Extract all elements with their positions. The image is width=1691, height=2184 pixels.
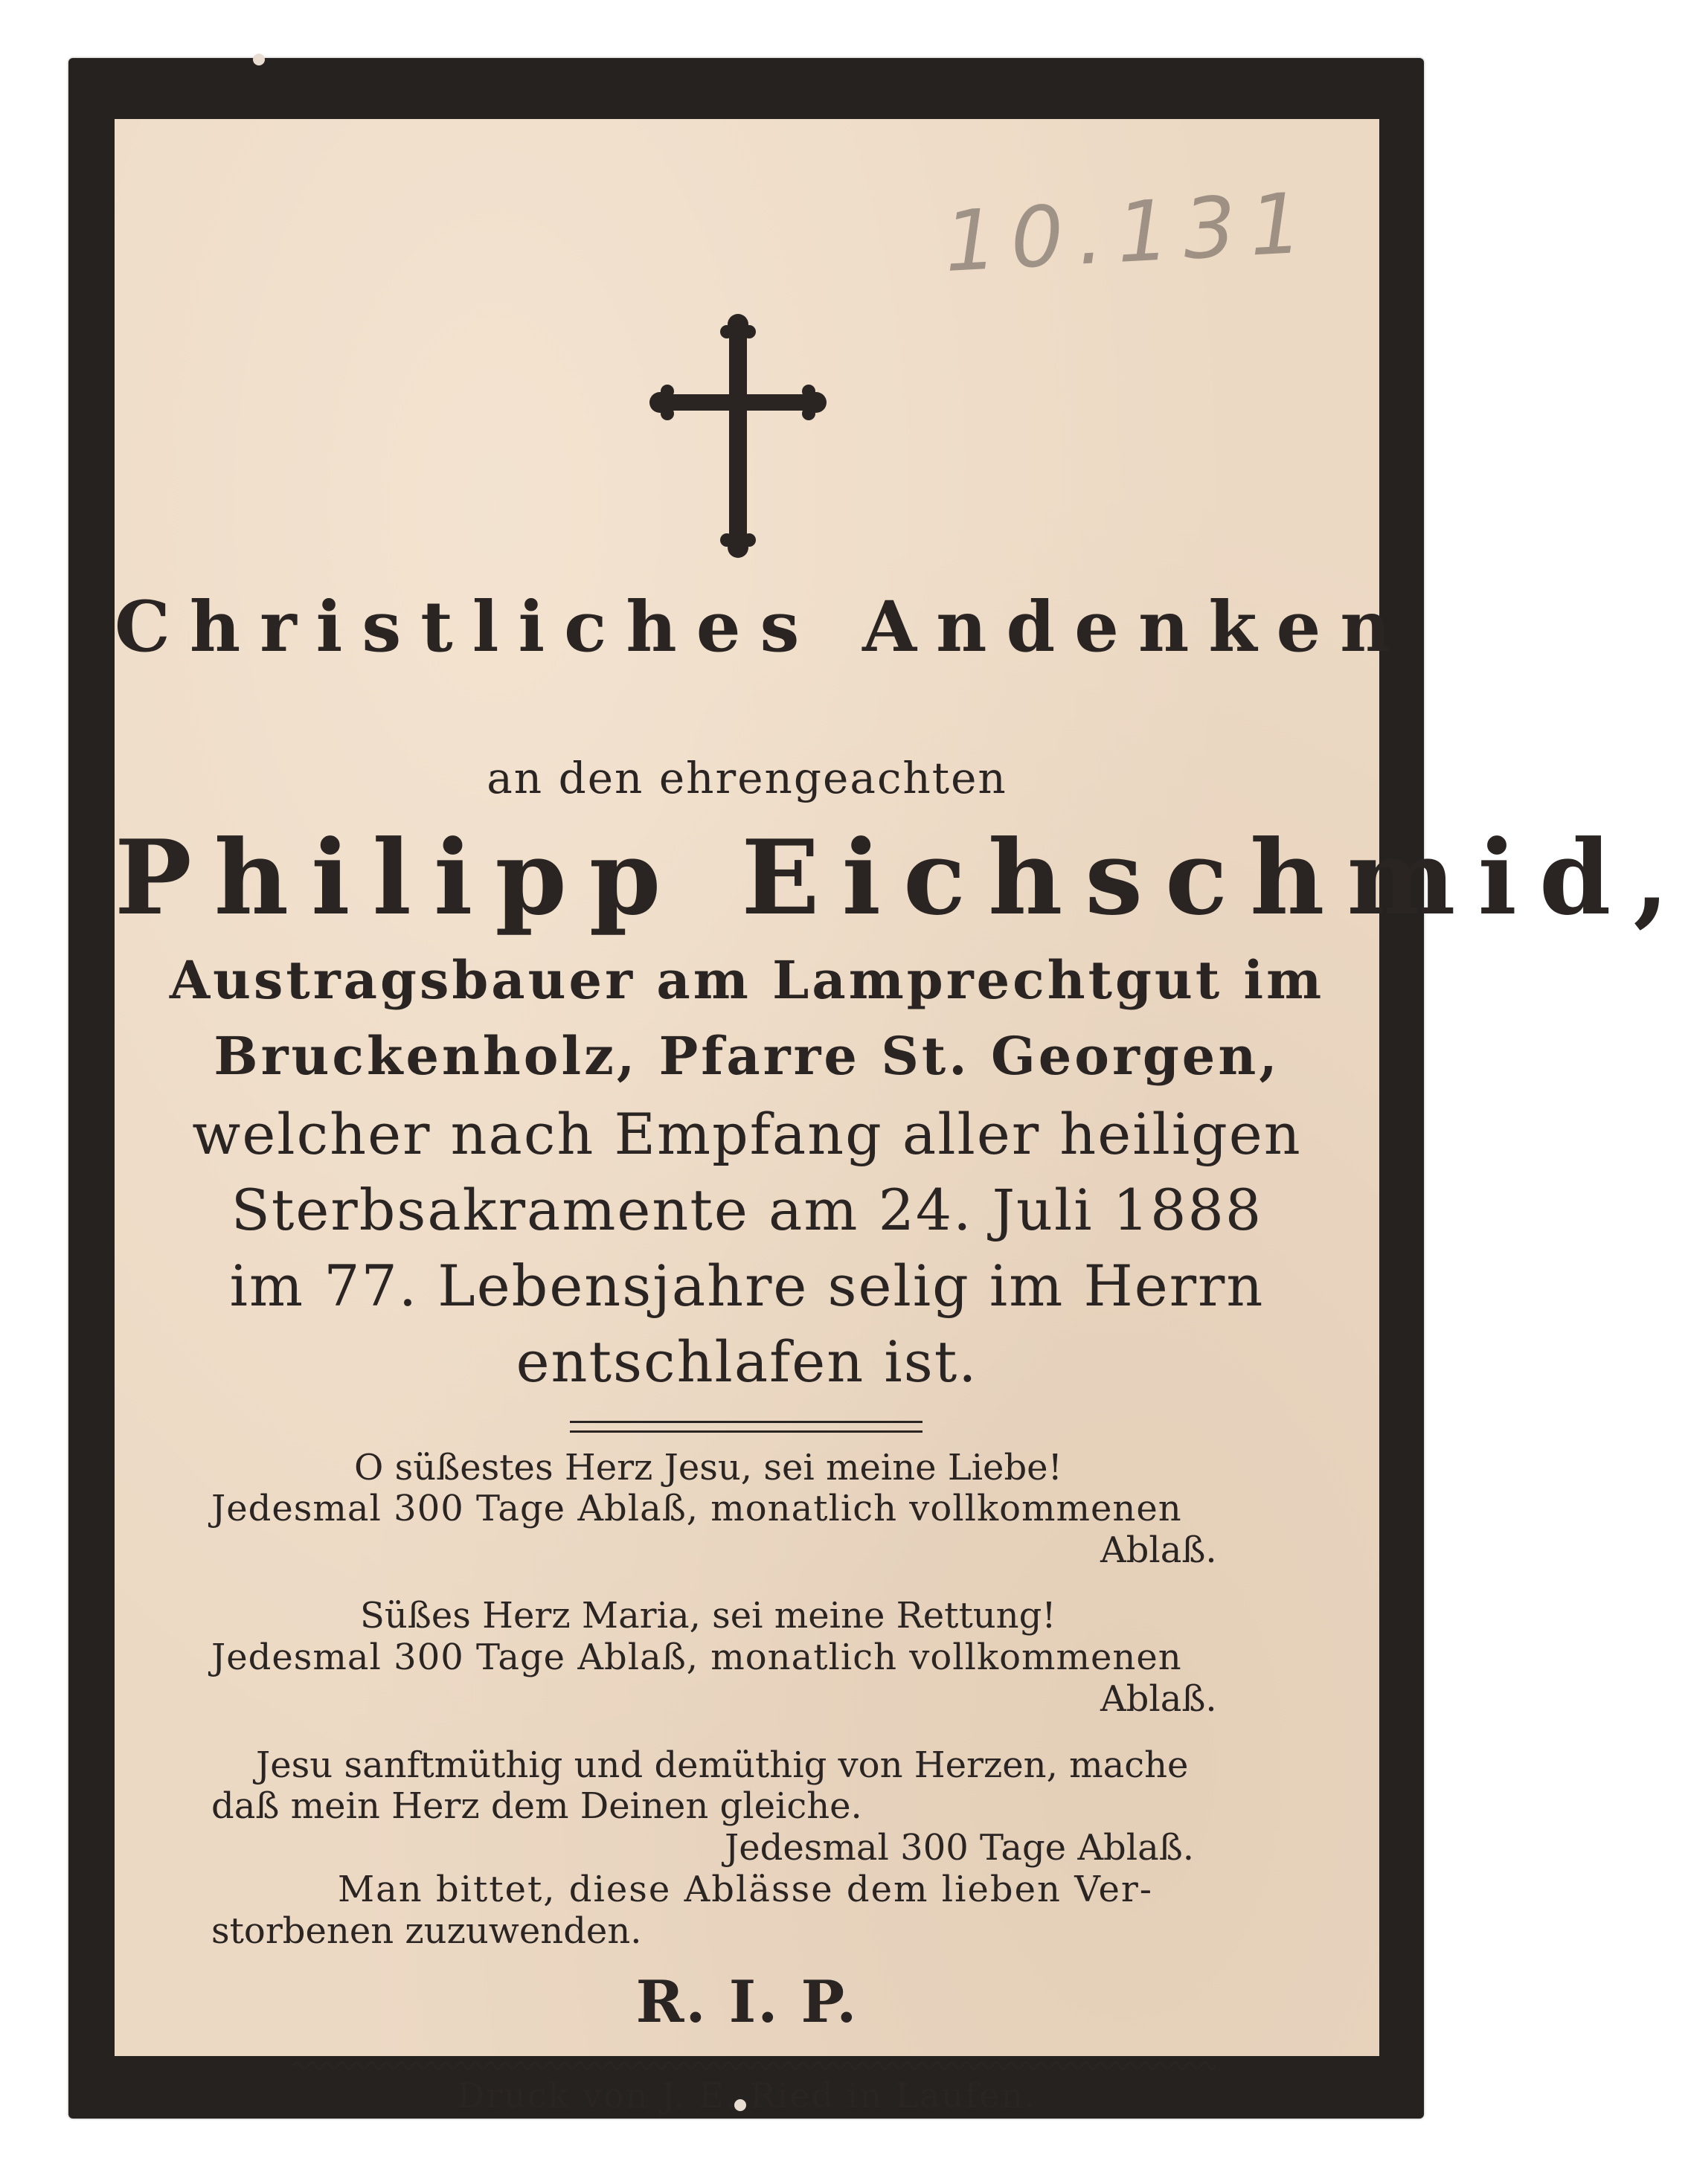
card-paper [115, 119, 1691, 2116]
prayer-invocation: daß mein Herz dem Deinen gleiche. [211, 1785, 862, 1827]
prayer-invocation: Süßes Herz Maria, sei meine Rettung! [360, 1595, 1056, 1637]
paper-hole [253, 54, 265, 65]
request-text: storbenen zuzuwenden. [211, 1910, 642, 1952]
memorial-card [68, 58, 1691, 2119]
prayer-invocation: O süßestes Herz Jesu, sei meine Liebe! [354, 1447, 1062, 1488]
cross-icon [652, 314, 824, 559]
request-text: Man bittet, diese Ablässe dem lieben Ver- [338, 1869, 1154, 1910]
handwritten-number: 10.131 [941, 175, 1318, 291]
death-text-line: Sterbsakramente am 24. Juli 1888 [231, 1177, 1263, 1243]
prayer-invocation: Jesu sanftmüthig und demüthig von Herzen, mache [256, 1744, 1189, 1786]
death-text-line: entschlafen ist. [516, 1329, 978, 1395]
card-title: Christliches Andenken [115, 586, 1411, 668]
occupation-line: Bruckenholz, Pfarre St. Georgen, [214, 1025, 1280, 1087]
prayer-indulgence: Ablaß. [1100, 1678, 1217, 1720]
double-rule-divider [570, 1421, 922, 1433]
prayer-indulgence: Jedesmal 300 Tage Ablaß, monatlich vollkommenen [211, 1637, 1182, 1678]
occupation-line: Austragsbauer am Lamprechtgut im [169, 949, 1325, 1011]
prayer-indulgence: Jedesmal 300 Tage Ablaß. [725, 1827, 1195, 1869]
printer-imprint: Druck von J. E. Ried in Laufen. [457, 2075, 1037, 2116]
prayer-indulgence: Ablaß. [1100, 1529, 1217, 1571]
death-text-line: im 77. Lebensjahre selig im Herrn [229, 1253, 1265, 1319]
deceased-name: Philipp Eichschmid, [115, 817, 1691, 938]
rip-closing: R. I. P. [635, 1968, 859, 2036]
prayer-indulgence: Jedesmal 300 Tage Ablaß, monatlich vollkommenen [211, 1488, 1182, 1529]
wavy-rule-divider [293, 2056, 1208, 2075]
death-text-line: welcher nach Empfang aller heiligen [192, 1101, 1302, 1167]
intro-text: an den ehrengeachten [487, 753, 1007, 803]
